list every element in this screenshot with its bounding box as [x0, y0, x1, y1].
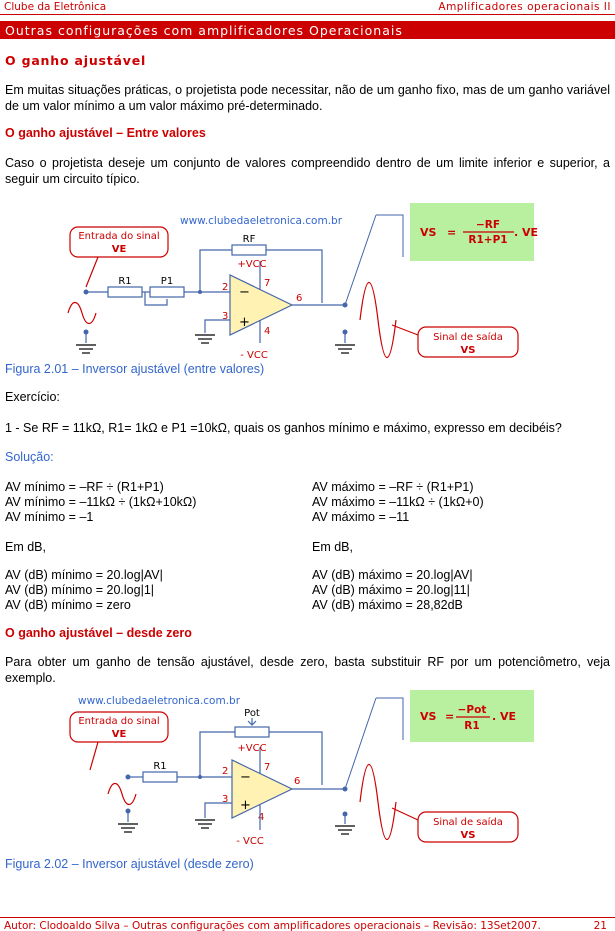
output-signal-callout	[392, 808, 518, 842]
output-waveform	[360, 283, 396, 358]
ground-icon	[335, 345, 355, 353]
gain-formula-box	[410, 203, 538, 261]
svg-text:3: 3	[222, 794, 229, 805]
svg-text:6: 6	[296, 293, 303, 304]
figure1-caption: Figura 2.01 – Inversor ajustável (entre valores)	[5, 362, 265, 376]
svg-text:=: =	[447, 226, 457, 239]
svg-text:6: 6	[294, 776, 301, 787]
svg-text:2: 2	[222, 766, 229, 777]
svg-text:VS: VS	[420, 710, 437, 723]
p1-label: P1	[160, 276, 174, 287]
svg-text:Entrada do sinal: Entrada do sinal	[78, 231, 160, 242]
ground-icon	[195, 335, 215, 343]
input-waveform	[108, 784, 136, 805]
svg-text:Sinal de saída: Sinal de saída	[433, 817, 503, 828]
svg-text:4: 4	[264, 326, 271, 337]
gain-formula-box	[410, 690, 534, 742]
svg-text:VE: VE	[111, 729, 127, 740]
output-waveform	[360, 765, 396, 840]
header-divider	[0, 14, 615, 15]
figure2-caption: Figura 2.02 – Inversor ajustável (desde zero)	[5, 857, 254, 871]
vcc-positive-label: +VCC	[237, 743, 267, 754]
input-waveform	[68, 303, 96, 324]
resistor-r1	[108, 287, 142, 297]
vcc-negative-label: - VCC	[240, 350, 268, 361]
section3-paragraph: Para obter um ganho de tensão ajustável, desde zero, basta substituir RF por um potenciômetro, veja exemplo.	[5, 655, 610, 685]
resistor-rf	[232, 245, 266, 255]
svg-text:VS: VS	[420, 226, 437, 239]
svg-text:−: −	[239, 285, 250, 300]
solution-line: AV (dB) mínimo = zero	[5, 598, 131, 612]
vcc-negative-label: - VCC	[236, 836, 264, 847]
header-chapter-title: Amplificadores operacionais II	[438, 1, 611, 13]
solution-line: AV (dB) máximo = 20.log|11|	[312, 583, 470, 597]
section-title-entre-valores: O ganho ajustável – Entre valores	[5, 126, 206, 140]
ground-icon	[335, 826, 355, 834]
solution-line: Em dB,	[312, 540, 353, 554]
svg-text:Entrada do sinal: Entrada do sinal	[78, 716, 160, 727]
section-title-ganho-ajustavel: O ganho ajustável	[5, 53, 147, 68]
svg-text:+: +	[239, 315, 250, 330]
svg-text:−: −	[240, 770, 251, 785]
footer-author: Autor: Clodoaldo Silva – Outras configurações com amplificadores operacionais – Revisão: 13Set2007.	[4, 920, 541, 931]
solution-line: AV máximo = –11	[312, 510, 410, 524]
svg-text:−RF: −RF	[475, 219, 501, 231]
svg-text:VE: VE	[111, 244, 127, 255]
exercise-title: Exercício:	[5, 390, 60, 404]
solution-line: Em dB,	[5, 540, 46, 554]
resistor-r1	[143, 772, 177, 782]
solution-title: Solução:	[5, 450, 54, 464]
figure1-watermark: www.clubedaeletronica.com.br	[180, 215, 343, 227]
exercise-question: 1 - Se RF = 11kΩ, R1= 1kΩ e P1 =10kΩ, quais os ganhos mínimo e máximo, expresso em decibéis?	[5, 421, 562, 435]
solution-line: AV mínimo = –RF ÷ (R1+P1)	[5, 480, 164, 494]
solution-line: AV mínimo = –1	[5, 510, 94, 524]
solution-line: AV (dB) máximo = 20.log|AV|	[312, 568, 473, 582]
solution-line: AV máximo = –RF ÷ (R1+P1)	[312, 480, 474, 494]
solution-line: AV (dB) mínimo = 20.log|1|	[5, 583, 155, 597]
r1-label: R1	[118, 276, 132, 287]
rf-label: RF	[242, 234, 256, 245]
pot-label: Pot	[244, 708, 260, 719]
r1-label: R1	[153, 761, 167, 772]
page-footer	[0, 917, 615, 931]
solution-line: AV (dB) máximo = 28,82dB	[312, 598, 463, 612]
page-number: 21	[593, 920, 607, 931]
svg-text:4: 4	[258, 812, 265, 823]
svg-text:VS: VS	[460, 830, 476, 841]
svg-text:7: 7	[264, 762, 271, 773]
ground-icon	[76, 345, 96, 353]
ground-icon	[195, 820, 215, 828]
svg-text:−Pot: −Pot	[457, 704, 487, 716]
section2-paragraph: Caso o projetista deseje um conjunto de valores compreendido dentro de um limite inferior e superior, a seguir um circuito típico.	[5, 156, 610, 186]
header-site-name: Clube da Eletrônica	[4, 1, 107, 13]
svg-text:VS: VS	[460, 345, 476, 356]
svg-text:=: =	[445, 710, 455, 723]
svg-text:R1+P1: R1+P1	[468, 234, 508, 246]
svg-text:2: 2	[222, 282, 229, 293]
svg-text:Sinal de saída: Sinal de saída	[433, 332, 503, 343]
svg-text:3: 3	[222, 311, 229, 322]
potentiometer-pot	[235, 727, 269, 737]
svg-text:. VE: . VE	[492, 710, 517, 723]
figure2-circuit	[0, 690, 615, 855]
solution-line: AV máximo = –11kΩ ÷ (1kΩ+0)	[312, 495, 484, 509]
page-header	[0, 0, 615, 14]
figure1-circuit	[0, 195, 615, 365]
svg-text:R1: R1	[464, 720, 480, 732]
section-title-desde-zero: O ganho ajustável – desde zero	[5, 626, 192, 640]
svg-text:+: +	[240, 798, 251, 813]
section1-paragraph: Em muitas situações práticas, o projetista pode necessitar, não de um ganho fixo, mas de um ganho variável de um valor mínimo a um valor máximo pré-determinado.	[5, 83, 610, 113]
vcc-positive-label: +VCC	[237, 259, 267, 270]
svg-text:. VE: . VE	[514, 226, 539, 239]
chapter-banner: Outras configurações com amplificadores Operacionais	[0, 21, 615, 39]
figure2-watermark: www.clubedaeletronica.com.br	[78, 695, 241, 707]
solution-line: AV (dB) mínimo = 20.log|AV|	[5, 568, 163, 582]
svg-text:7: 7	[264, 278, 271, 289]
solution-line: AV mínimo = –11kΩ ÷ (1kΩ+10kΩ)	[5, 495, 197, 509]
output-signal-callout	[392, 325, 518, 357]
ground-icon	[118, 824, 138, 832]
potentiometer-p1	[150, 287, 184, 297]
